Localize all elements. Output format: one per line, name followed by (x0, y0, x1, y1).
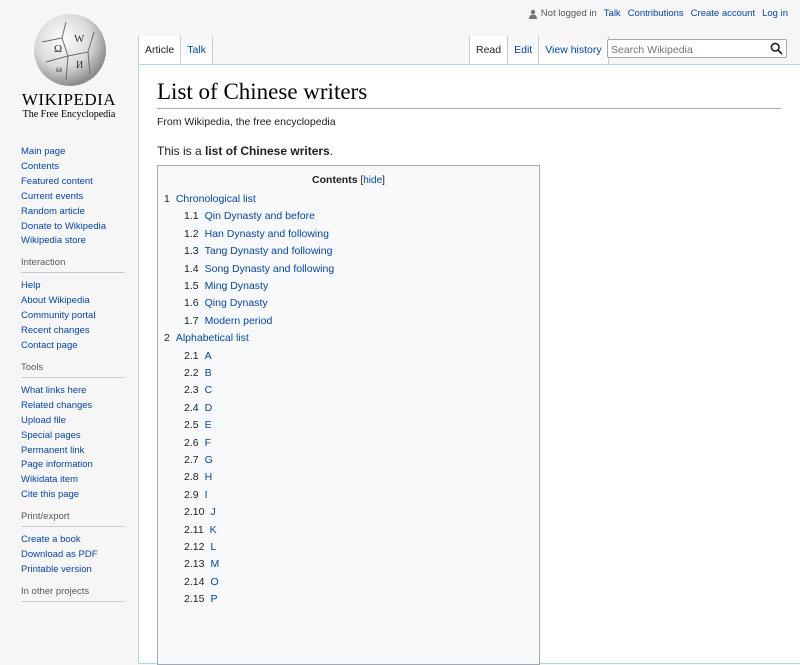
toc-item[interactable] (184, 454, 213, 466)
sidebar-item-create-book[interactable]: Create a book (21, 534, 81, 546)
sidebar-item-upload-file[interactable]: Upload file (21, 414, 66, 426)
sidebar-item-store[interactable]: Wikipedia store (21, 235, 86, 247)
toc-item-label[interactable]: Han Dynasty and following (204, 227, 329, 240)
toc-item[interactable] (184, 437, 211, 449)
namespace-tabs (138, 36, 213, 64)
sidebar-item-page-information[interactable]: Page information (21, 459, 93, 471)
toc-item-label[interactable]: Qin Dynasty and before (204, 210, 315, 223)
site-subtitle: From Wikipedia, the free encyclopedia (157, 116, 336, 128)
user-icon (528, 9, 538, 19)
sidebar-item-contact-page[interactable]: Contact page (21, 339, 78, 351)
toc-item[interactable] (184, 506, 216, 518)
toc-item-number: 1.4 (184, 262, 199, 275)
sidebar-heading-print-export: Print/export (21, 511, 125, 527)
toc-item[interactable] (184, 419, 212, 431)
sidebar-item-help[interactable]: Help (21, 280, 41, 292)
toc-item-label[interactable]: H (204, 471, 213, 484)
tab-view-history[interactable]: View history (539, 36, 608, 64)
toc-hide-close-bracket: ] (382, 175, 385, 186)
toc-item-label[interactable]: K (209, 523, 217, 536)
sidebar-heading-tools: Tools (21, 362, 125, 378)
logo-wordmark: WIKIPEDIA (21, 90, 117, 109)
toc-item-number: 2.1 (184, 349, 199, 362)
svg-text:W: W (74, 33, 85, 45)
toc-item[interactable] (184, 402, 212, 414)
toc-item[interactable] (184, 315, 272, 327)
toc-item-label[interactable]: L (210, 541, 217, 553)
toc-item-number: 2.3 (184, 384, 199, 397)
sidebar-item-donate[interactable]: Donate to Wikipedia (21, 220, 107, 232)
search-icon[interactable] (770, 42, 783, 55)
toc-item-label[interactable]: Chronological list (175, 193, 256, 205)
toc-item[interactable] (184, 367, 212, 379)
toc-item-label[interactable]: Qing Dynasty (204, 297, 268, 310)
sidebar-item-contents[interactable]: Contents (21, 160, 60, 172)
sidebar-heading-other-projects: In other projects (21, 586, 125, 602)
toc-item[interactable] (184, 524, 217, 536)
sidebar-item-cite-this-page[interactable]: Cite this page (21, 489, 80, 501)
toc-heading: Contents (312, 174, 358, 186)
toc-item-number: 1.2 (184, 227, 199, 240)
toc-item-label[interactable]: Alphabetical list (175, 332, 249, 345)
toc-item[interactable] (184, 280, 268, 292)
toc-item[interactable] (184, 228, 329, 240)
toc-item[interactable] (184, 576, 219, 588)
intro-prefix: This is a (157, 144, 206, 158)
svg-text:Ω: Ω (54, 43, 63, 55)
search-box (607, 39, 787, 58)
wikipedia-logo[interactable] (0, 0, 138, 130)
toc-title (158, 174, 539, 186)
toc-item-number: 2.4 (184, 401, 199, 414)
sidebar-print-export (21, 511, 125, 578)
toc-item-label[interactable]: P (210, 593, 218, 606)
sidebar-tools (21, 362, 125, 503)
svg-text:ω: ω (56, 64, 62, 74)
contributions-link[interactable]: Contributions (627, 8, 684, 19)
toc-item-label[interactable]: O (210, 575, 219, 588)
tab-talk[interactable]: Talk (181, 36, 213, 64)
toc-item-label[interactable]: F (204, 436, 212, 449)
create-account-link[interactable]: Create account (690, 8, 756, 19)
toc-item-number: 2.2 (184, 367, 199, 379)
logo-tagline: The Free Encyclopedia (22, 109, 116, 120)
toc-item[interactable] (184, 541, 216, 553)
table-of-contents (157, 165, 540, 665)
sidebar-item-featured-content[interactable]: Featured content (21, 175, 93, 187)
toc-item-number: 2 (164, 332, 170, 345)
toc-item-number: 2.9 (184, 488, 199, 501)
svg-text:И: И (76, 60, 84, 71)
sidebar-item-community-portal[interactable]: Community portal (21, 310, 96, 322)
sidebar-item-current-events[interactable]: Current events (21, 190, 84, 202)
sidebar-item-random-article[interactable]: Random article (21, 205, 85, 217)
toc-item[interactable] (164, 332, 249, 344)
intro-suffix: . (329, 144, 334, 158)
toc-item-number: 2.10 (184, 506, 205, 519)
toc-item-number: 2.12 (184, 541, 205, 553)
toc-item-label[interactable]: J (210, 506, 216, 519)
tab-read[interactable]: Read (469, 36, 508, 64)
search-input[interactable] (608, 42, 761, 59)
toc-item-number: 2.13 (184, 558, 205, 571)
toc-item-number: 1.6 (184, 297, 199, 310)
talk-link[interactable]: Talk (603, 8, 621, 19)
toc-item-number: 1.3 (184, 245, 199, 258)
toc-item-number: 1.7 (184, 314, 199, 327)
toc-hide-link[interactable]: hide (363, 175, 383, 186)
sidebar-navigation (21, 145, 125, 249)
toc-item-number: 1.5 (184, 280, 199, 292)
view-tabs (469, 36, 609, 64)
not-logged-in-status (528, 8, 597, 19)
toc-item[interactable] (184, 297, 268, 309)
sidebar-item-wikidata-item[interactable]: Wikidata item (21, 474, 79, 486)
toc-item-number: 2.8 (184, 471, 199, 484)
toc-item-number: 2.7 (184, 454, 199, 466)
toc-item[interactable] (184, 558, 219, 570)
toc-item[interactable] (164, 193, 256, 205)
toc-item-label[interactable]: M (210, 558, 220, 571)
toc-item-number: 1 (164, 193, 170, 205)
toc-item-label[interactable]: Modern period (204, 314, 273, 327)
toc-item[interactable] (184, 263, 334, 275)
sidebar (0, 140, 138, 610)
toc-item-label[interactable]: G (204, 454, 213, 466)
toc-item[interactable] (184, 350, 212, 362)
toc-item-number: 2.11 (184, 523, 204, 536)
toc-item-label[interactable]: B (204, 367, 212, 379)
tab-article[interactable]: Article (138, 36, 181, 64)
toc-item[interactable] (184, 210, 315, 222)
log-in-link[interactable]: Log in (762, 8, 788, 19)
toc-item[interactable] (184, 471, 212, 483)
toc-item-number: 1.1 (184, 210, 199, 223)
personal-tools (528, 8, 788, 19)
sidebar-item-permanent-link[interactable]: Permanent link (21, 444, 85, 456)
sidebar-heading-interaction: Interaction (21, 257, 125, 273)
toc-item-number: 2.6 (184, 436, 199, 449)
sidebar-item-about[interactable]: About Wikipedia (21, 295, 90, 307)
toc-item-label[interactable]: Ming Dynasty (204, 280, 269, 292)
toc-item-number: 2.5 (184, 419, 199, 432)
sidebar-item-printable-version[interactable]: Printable version (21, 563, 92, 575)
intro-bold: list of Chinese writers (205, 144, 330, 158)
sidebar-item-what-links-here[interactable]: What links here (21, 384, 87, 396)
toc-item-label[interactable]: D (204, 401, 213, 414)
toc-item-number: 2.15 (184, 593, 205, 606)
puzzle-globe-icon (32, 12, 108, 88)
toc-item-number: 2.14 (184, 575, 205, 588)
sidebar-item-special-pages[interactable]: Special pages (21, 429, 81, 441)
main-content (138, 64, 800, 664)
toc-hide-toggle[interactable] (360, 175, 384, 186)
toc-item-label[interactable]: A (204, 349, 212, 362)
page-title: List of Chinese writers (157, 79, 781, 109)
sidebar-item-recent-changes[interactable]: Recent changes (21, 325, 90, 337)
toc-item[interactable] (184, 384, 212, 396)
toc-item[interactable] (184, 489, 208, 501)
not-logged-in-label: Not logged in (540, 8, 597, 19)
toc-hide-open-bracket: [ (360, 175, 364, 186)
toc-item-label[interactable]: E (204, 419, 212, 432)
sidebar-other-projects (21, 586, 125, 602)
toc-item-label[interactable]: C (204, 384, 213, 397)
sidebar-item-related-changes[interactable]: Related changes (21, 399, 93, 411)
toc-item-label[interactable]: Song Dynasty and following (204, 262, 335, 275)
sidebar-item-main-page[interactable]: Main page (21, 146, 66, 157)
toc-item-label[interactable]: I (204, 488, 208, 501)
toc-item[interactable] (184, 245, 332, 257)
toc-item[interactable] (184, 593, 217, 605)
sidebar-interaction (21, 257, 125, 354)
tab-edit[interactable]: Edit (508, 36, 539, 64)
toc-item-label[interactable]: Tang Dynasty and following (204, 245, 333, 258)
intro-paragraph (157, 144, 333, 158)
sidebar-item-download-pdf[interactable]: Download as PDF (21, 549, 98, 561)
